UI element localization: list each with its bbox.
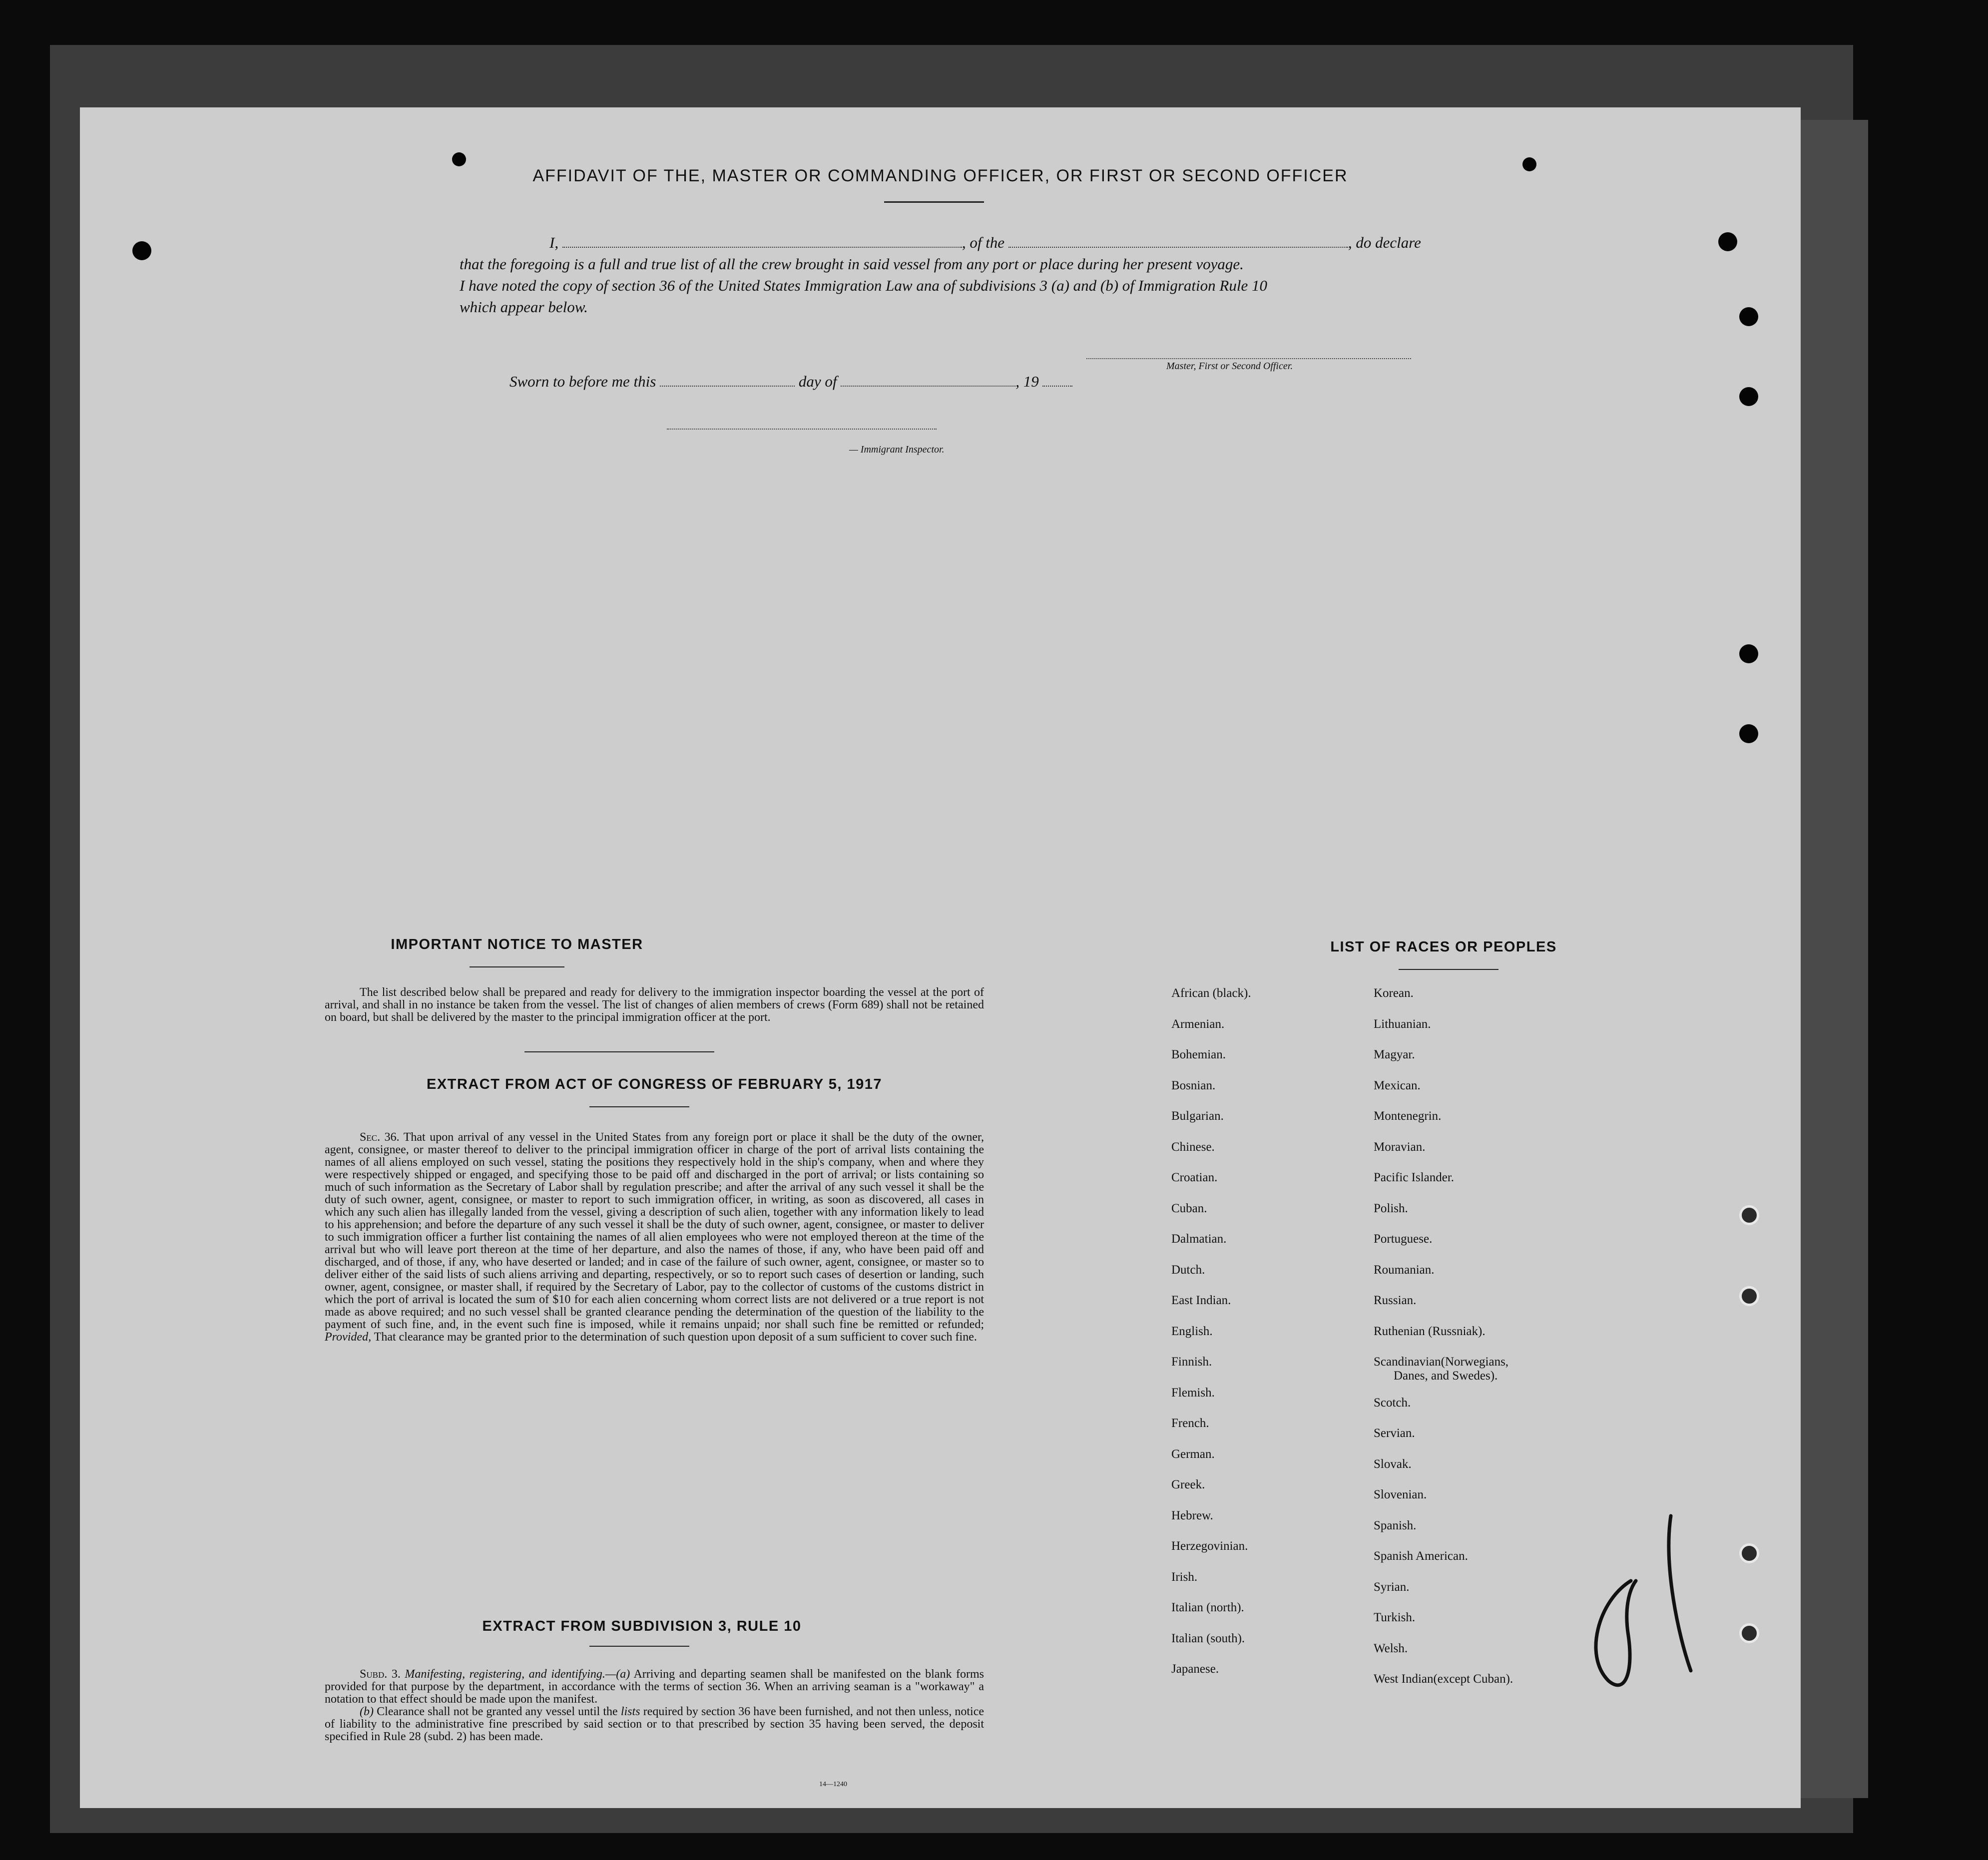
race-item: Spanish American. bbox=[1374, 1549, 1468, 1563]
race-item: Irish. bbox=[1171, 1570, 1198, 1584]
races-underline bbox=[1399, 969, 1498, 970]
punch-hole bbox=[1739, 387, 1758, 406]
race-item: Cuban. bbox=[1171, 1201, 1207, 1215]
race-item: Scandinavian(Norwegians, Danes, and Swedes). bbox=[1374, 1355, 1509, 1383]
declaration-line-2: that the foregoing is a full and true list of all the crew brought in said vessel from any port or place during her present voyage. bbox=[460, 255, 1244, 273]
race-item: Polish. bbox=[1374, 1201, 1408, 1215]
sworn-year: , 19 bbox=[1015, 373, 1039, 390]
race-item: African (black). bbox=[1171, 986, 1251, 1000]
race-item: Finnish. bbox=[1171, 1355, 1212, 1369]
race-item: Spanish. bbox=[1374, 1518, 1417, 1532]
race-item: Chinese. bbox=[1171, 1140, 1215, 1154]
form-number: 14—1240 bbox=[819, 1781, 847, 1788]
notice-title: IMPORTANT NOTICE TO MASTER bbox=[391, 936, 643, 952]
sworn-year-blank[interactable] bbox=[1042, 372, 1072, 387]
name-blank[interactable] bbox=[562, 233, 962, 248]
race-item: Lithuanian. bbox=[1374, 1017, 1431, 1031]
inspector-caption: — Immigrant Inspector. bbox=[849, 444, 945, 455]
race-item: Herzegovinian. bbox=[1171, 1539, 1248, 1553]
document-page bbox=[80, 107, 1801, 1808]
race-item: Italian (north). bbox=[1171, 1601, 1244, 1614]
race-item: Dalmatian. bbox=[1171, 1232, 1227, 1246]
punch-hole bbox=[132, 241, 151, 260]
punch-hole bbox=[1739, 307, 1758, 326]
race-item: Dutch. bbox=[1171, 1263, 1205, 1277]
race-item: Croatian. bbox=[1171, 1171, 1218, 1184]
race-item: Montenegrin. bbox=[1374, 1109, 1442, 1123]
race-item: Armenian. bbox=[1171, 1017, 1225, 1031]
handwritten-mark bbox=[1578, 1506, 1693, 1716]
rule-extract-title: EXTRACT FROM SUBDIVISION 3, RULE 10 bbox=[482, 1618, 802, 1634]
race-item: Turkish. bbox=[1374, 1611, 1416, 1624]
sworn-day-of: day of bbox=[798, 373, 837, 390]
affidavit-title: AFFIDAVIT OF THE, MASTER OR COMMANDING OFFICER, OR FIRST OR SECOND OFFICER bbox=[532, 166, 1348, 185]
race-item: Pacific Islander. bbox=[1374, 1171, 1455, 1184]
act-extract-underline bbox=[589, 1106, 689, 1107]
notice-underline bbox=[470, 966, 564, 967]
punch-hole bbox=[1739, 1286, 1759, 1306]
race-item: Ruthenian (Russniak). bbox=[1374, 1324, 1486, 1338]
race-item: Bohemian. bbox=[1171, 1048, 1226, 1061]
race-item: Greek. bbox=[1171, 1478, 1205, 1491]
race-item: Bulgarian. bbox=[1171, 1109, 1224, 1123]
race-item: Hebrew. bbox=[1171, 1508, 1213, 1522]
race-item: Moravian. bbox=[1374, 1140, 1426, 1154]
races-title: LIST OF RACES OR PEOPLES bbox=[1330, 939, 1557, 955]
race-item: English. bbox=[1171, 1324, 1213, 1338]
race-item: Scotch. bbox=[1374, 1395, 1411, 1409]
rule-extract-text: Subd. 3. Manifesting, registering, and identifying.—(a) Arriving and departing seamen shall be manifested on the blank forms provided for that purpose by the department, in accordance with the terms of section 36. When an arriving seaman is a "workaway" a notation to that effect should be made upon the manifest. (b) Clearance shall not be granted any vessel until the lists required by section 36 have been furnished, and not then unless, notice of liability to the administrative fine prescribed by said section or to that prescribed by section 35 having been served, the deposit specified in Rule 28 (subd. 2) has been made. bbox=[325, 1668, 985, 1743]
sworn-line bbox=[509, 371, 1209, 392]
race-item: Servian. bbox=[1374, 1426, 1415, 1440]
sworn-prefix: Sworn to before me this bbox=[509, 373, 656, 390]
race-item: Welsh. bbox=[1374, 1641, 1408, 1655]
declaration-do-declare: , do declare bbox=[1348, 234, 1421, 251]
race-item: French. bbox=[1171, 1416, 1209, 1430]
act-extract-title: EXTRACT FROM ACT OF CONGRESS OF FEBRUARY 5, 1917 bbox=[426, 1076, 883, 1092]
punch-hole bbox=[1739, 724, 1758, 743]
declaration-line-3: I have noted the copy of section 36 of the United States Immigration Law ana of subdivisions 3 (a) and (b) of Immigration Rule 10 bbox=[460, 277, 1267, 294]
race-item: Roumanian. bbox=[1374, 1263, 1435, 1277]
sworn-month-blank[interactable] bbox=[841, 372, 1015, 387]
race-item-continuation: Danes, and Swedes). bbox=[1394, 1369, 1498, 1383]
race-item: German. bbox=[1171, 1447, 1215, 1461]
declaration-line-4: which appear below. bbox=[460, 298, 588, 316]
race-item: East Indian. bbox=[1171, 1294, 1231, 1307]
punch-hole bbox=[452, 152, 466, 166]
signature-line[interactable] bbox=[1086, 358, 1411, 359]
act-extract-text: Sec. 36. That upon arrival of any vessel in the United States from any foreign port or place it shall be the duty of the owner, agent, consignee, or master thereof to deliver to the principal immigration officer in charge of the port of arrival lists containing the names of all aliens employed on such vessel, stating the positions they respectively hold in the ship's company, when and where they were respectively shipped or engaged, and specifying those to be paid off and discharged in the port of arrival; or lists containing so much of such information as the Secretary of Labor shall by regulation prescribe; and after the arrival of any such vessel it shall be the duty of such owner, agent, consignee, or master to report to such immigration officer, in writing, as soon as discovered, all cases in which any such alien has illegally landed from the vessel, giving a description of such alien, together with any information likely to lead to his apprehension; and before the departure of any such vessel it shall be the duty of such owner, agent, consignee, or master to deliver to such immigration officer a further list containing the names of all alien employees who were not employed thereon at the time of the arrival but who will leave port thereon at the time of her departure, and also the names of those, if any, who have been paid off and discharged, and of those, if any, who have deserted or landed; and in case of the failure of such owner, agent, consignee, or master so to deliver either of the said lists of such aliens arriving and departing, respectively, or so to report such cases of desertion or landing, such owner, agent, consignee, or master shall, if required by the Secretary of Labor, pay to the collector of customs of the customs district in which the port of arrival is located the sum of $10 for each alien concerning whom correct lists are not delivered or a true report is not made as above required; and no such vessel shall be granted clearance pending the determination of the question of the liability to the payment of such fine, and, in the event such fine is imposed, while it remains unpaid; nor shall such fine be remitted or refunded; Provided, That clearance may be granted prior to the determination of such question upon deposit of a sum sufficient to cover such fine. bbox=[325, 1131, 984, 1344]
race-item: West Indian(except Cuban). bbox=[1374, 1672, 1513, 1686]
title-underline bbox=[884, 201, 984, 203]
race-item: Korean. bbox=[1374, 986, 1414, 1000]
race-item: Magyar. bbox=[1374, 1048, 1415, 1061]
race-item: Slovak. bbox=[1374, 1457, 1412, 1471]
punch-hole bbox=[1739, 1205, 1759, 1225]
race-item: Bosnian. bbox=[1171, 1078, 1216, 1092]
race-item: Portuguese. bbox=[1374, 1232, 1433, 1246]
race-item: Slovenian. bbox=[1374, 1488, 1427, 1501]
race-item: Japanese. bbox=[1171, 1662, 1219, 1676]
separator bbox=[524, 1051, 714, 1052]
declaration-i: I, bbox=[549, 234, 559, 251]
race-item: Russian. bbox=[1374, 1294, 1417, 1307]
punch-hole bbox=[1718, 232, 1737, 251]
sworn-day-blank[interactable] bbox=[660, 372, 795, 387]
notice-text: The list described below shall be prepared and ready for delivery to the immigration inspector boarding the vessel at the port of arrival, and shall in no instance be taken from the vessel. The list of changes of alien members of crews (Form 689) shall not be retained on board, but shall be delivered by the master to the principal immigration officer at the port. bbox=[325, 986, 984, 1024]
rule-extract-underline bbox=[589, 1646, 689, 1647]
signature-caption: Master, First or Second Officer. bbox=[1166, 361, 1293, 372]
race-item: Mexican. bbox=[1374, 1078, 1421, 1092]
punch-hole bbox=[1739, 1543, 1759, 1563]
race-item: Flemish. bbox=[1171, 1386, 1215, 1399]
declaration-line-1 bbox=[460, 232, 1523, 253]
punch-hole bbox=[1739, 644, 1758, 663]
declaration-of-the: , of the bbox=[962, 234, 1005, 251]
race-item: Italian (south). bbox=[1171, 1631, 1245, 1645]
race-item: Syrian. bbox=[1374, 1580, 1410, 1594]
vessel-blank[interactable] bbox=[1008, 233, 1348, 248]
inspector-line[interactable] bbox=[667, 429, 937, 430]
punch-hole bbox=[1739, 1623, 1759, 1643]
